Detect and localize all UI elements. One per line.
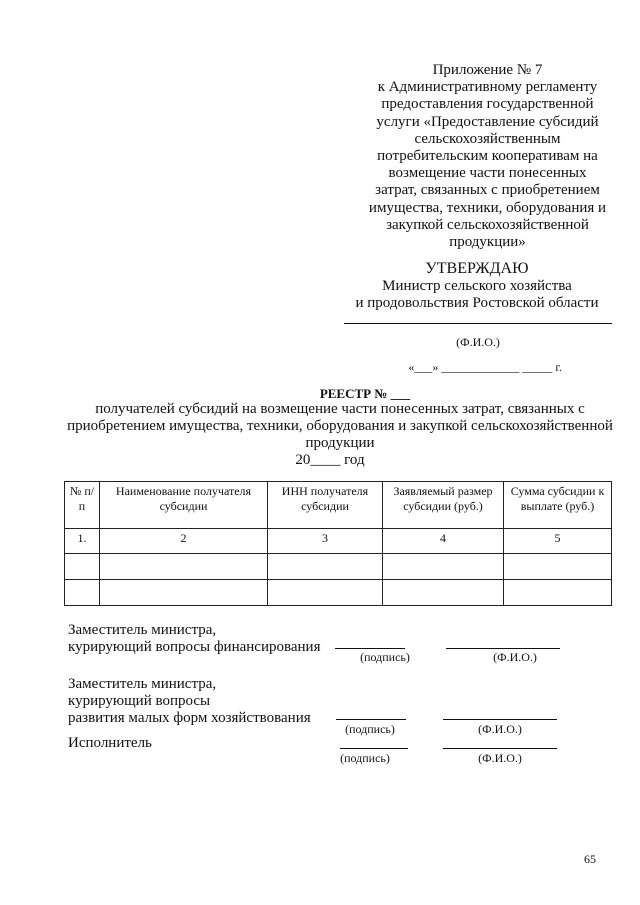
- signature-caption: (подпись): [340, 751, 390, 765]
- executor-fio-line: [443, 748, 557, 749]
- appendix-line: потребительским кооперативам на: [377, 148, 598, 165]
- appendix-line: Приложение № 7: [432, 62, 543, 78]
- column-header-recipient-name: Наименование получателя субсидии: [100, 482, 268, 529]
- deputy-development-fio-line: [443, 719, 557, 720]
- appendix-line: сельскохозяйственным: [414, 130, 561, 147]
- register-year: 20____ год: [295, 452, 365, 468]
- approval-position-line: и продовольствия Ростовской области: [355, 295, 599, 311]
- table-numbering-row: [65, 529, 612, 554]
- approval-date-field: «___» _____________ _____ г.: [408, 360, 562, 374]
- deputy-development-area: развития малых форм хозяйствования: [68, 710, 311, 726]
- fio-caption: (Ф.И.О.): [478, 751, 522, 765]
- deputy-development-area: курирующий вопросы: [68, 693, 211, 709]
- appendix-line: предоставления государственной: [381, 96, 594, 113]
- column-header-payout-amount: Сумма субсидии к выплате (руб.): [504, 482, 612, 529]
- column-header-number: № п/п: [65, 482, 100, 529]
- table-cell: [65, 580, 100, 606]
- table-cell: [383, 554, 504, 580]
- approval-signature-line: [344, 323, 612, 324]
- approval-heading: УТВЕРЖДАЮ: [425, 260, 529, 277]
- appendix-header: [360, 62, 615, 251]
- appendix-line: к Административному регламенту: [377, 79, 598, 96]
- deputy-finance-area: курирующий вопросы финансирования: [68, 639, 321, 655]
- deputy-finance-fio-line: [446, 648, 560, 649]
- table-cell: [504, 554, 612, 580]
- appendix-line: затрат, связанных с приобретением: [375, 182, 600, 199]
- table-cell: 3: [268, 529, 383, 554]
- approval-position-line: Министр сельского хозяйства: [382, 278, 572, 294]
- deputy-development-title: Заместитель министра,: [68, 676, 217, 692]
- executor-signature-line: [340, 748, 408, 749]
- table-cell: 4: [383, 529, 504, 554]
- deputy-finance-signature-line: [335, 648, 405, 649]
- table-cell: [504, 580, 612, 606]
- register-description: получателей субсидий на возмещение части понесенных затрат, связанных с приобретением имущества, техники, оборудования и закупкой сельскохозяйственной продукции: [67, 401, 613, 451]
- register-table: [64, 481, 612, 606]
- appendix-line: услуги «Предоставление субсидий: [376, 113, 599, 130]
- executor-title: Исполнитель: [68, 735, 152, 751]
- appendix-line: имущества, техники, оборудования и: [368, 199, 607, 216]
- deputy-development-signature-line: [336, 719, 406, 720]
- fio-caption: (Ф.И.О.): [478, 722, 522, 736]
- table-cell: [383, 580, 504, 606]
- signature-caption: (подпись): [360, 650, 410, 664]
- table-cell: [100, 580, 268, 606]
- table-cell: [100, 554, 268, 580]
- table-header-row: [65, 482, 612, 529]
- deputy-finance-title: Заместитель министра,: [68, 622, 217, 638]
- appendix-line: возмещение части понесенных: [388, 165, 587, 182]
- table-cell: [65, 554, 100, 580]
- table-cell: 1.: [65, 529, 100, 554]
- approval-block: [340, 260, 614, 312]
- page-number: 65: [584, 852, 596, 866]
- table-cell: [268, 554, 383, 580]
- register-title: РЕЕСТР № ___: [319, 386, 411, 401]
- table-row: [65, 580, 612, 606]
- table-cell: 5: [504, 529, 612, 554]
- approval-fio-caption: (Ф.И.О.): [456, 335, 500, 349]
- appendix-line: закупкой сельскохозяйственной: [386, 216, 589, 233]
- fio-caption: (Ф.И.О.): [493, 650, 537, 664]
- table-cell: 2: [100, 529, 268, 554]
- table-cell: [268, 580, 383, 606]
- table-row: [65, 554, 612, 580]
- signature-caption: (подпись): [345, 722, 395, 736]
- appendix-line: продукции»: [449, 234, 526, 251]
- column-header-requested-amount: Заявляемый размер субсидии (руб.): [383, 482, 504, 529]
- column-header-inn: ИНН получателя субсидии: [268, 482, 383, 529]
